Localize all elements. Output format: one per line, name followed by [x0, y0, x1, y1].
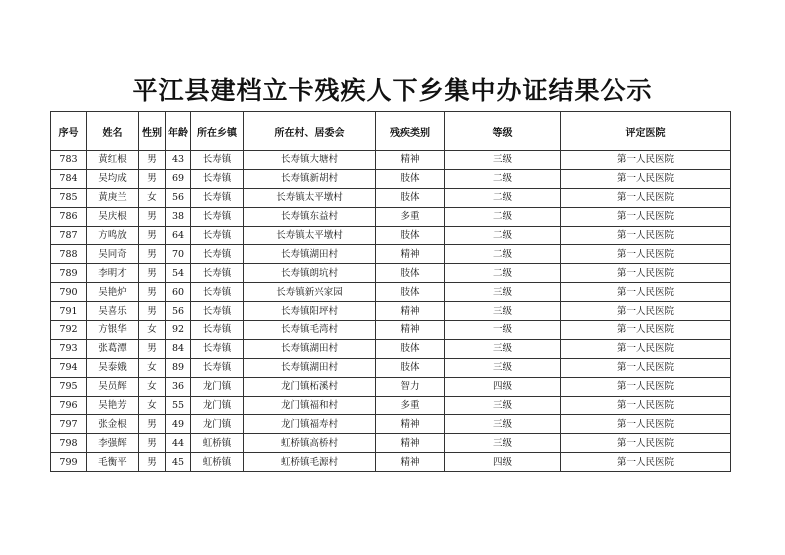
- index-cell: 791: [51, 302, 87, 321]
- name-cell: 张葛潭: [87, 339, 139, 358]
- index-cell: 789: [51, 264, 87, 283]
- disability-type-cell: 精神: [376, 415, 445, 434]
- gender-cell: 男: [139, 415, 166, 434]
- hospital-cell: 第一人民医院: [561, 226, 731, 245]
- village-cell: 长寿镇新胡村: [244, 169, 376, 188]
- gender-cell: 男: [139, 226, 166, 245]
- gender-cell: 女: [139, 188, 166, 207]
- name-cell: 黄红根: [87, 151, 139, 170]
- grade-cell: 三级: [445, 434, 561, 453]
- grade-cell: 四级: [445, 377, 561, 396]
- name-cell: 吴均成: [87, 169, 139, 188]
- hospital-cell: 第一人民医院: [561, 453, 731, 472]
- disability-type-cell: 精神: [376, 302, 445, 321]
- table-row: [51, 283, 731, 302]
- grade-cell: 三级: [445, 396, 561, 415]
- township-cell: 长寿镇: [191, 358, 244, 377]
- age-cell: 84: [166, 339, 191, 358]
- disability-type-cell: 精神: [376, 151, 445, 170]
- grade-cell: 二级: [445, 226, 561, 245]
- village-cell: 长寿镇湖田村: [244, 358, 376, 377]
- name-cell: 方银华: [87, 321, 139, 340]
- index-cell: 786: [51, 207, 87, 226]
- name-cell: 黄庚兰: [87, 188, 139, 207]
- table-row: [51, 321, 731, 340]
- table-row: [51, 245, 731, 264]
- header-cell-village: 所在村、居委会: [244, 112, 376, 151]
- hospital-cell: 第一人民医院: [561, 188, 731, 207]
- table-row: [51, 453, 731, 472]
- grade-cell: 四级: [445, 453, 561, 472]
- age-cell: 69: [166, 169, 191, 188]
- header-cell-name: 姓名: [87, 112, 139, 151]
- name-cell: 吴同奇: [87, 245, 139, 264]
- name-cell: 毛衡平: [87, 453, 139, 472]
- index-cell: 797: [51, 415, 87, 434]
- gender-cell: 男: [139, 283, 166, 302]
- gender-cell: 女: [139, 321, 166, 340]
- grade-cell: 三级: [445, 415, 561, 434]
- gender-cell: 男: [139, 302, 166, 321]
- header-cell-age: 年龄: [166, 112, 191, 151]
- table-row: [51, 169, 731, 188]
- gender-cell: 女: [139, 377, 166, 396]
- village-cell: 长寿镇东益村: [244, 207, 376, 226]
- age-cell: 56: [166, 188, 191, 207]
- index-cell: 795: [51, 377, 87, 396]
- gender-cell: 男: [139, 151, 166, 170]
- header-row: [51, 112, 731, 151]
- age-cell: 92: [166, 321, 191, 340]
- page-title: 平江县建档立卡残疾人下乡集中办证结果公示: [132, 76, 653, 105]
- table-row: [51, 188, 731, 207]
- village-cell: 长寿镇朗坑村: [244, 264, 376, 283]
- grade-cell: 三级: [445, 151, 561, 170]
- table-row: [51, 396, 731, 415]
- name-cell: 吴艳炉: [87, 283, 139, 302]
- name-cell: 李明才: [87, 264, 139, 283]
- village-cell: 龙门镇柘溪村: [244, 377, 376, 396]
- gender-cell: 男: [139, 264, 166, 283]
- township-cell: 长寿镇: [191, 264, 244, 283]
- hospital-cell: 第一人民医院: [561, 283, 731, 302]
- age-cell: 70: [166, 245, 191, 264]
- village-cell: 虹桥镇高桥村: [244, 434, 376, 453]
- header-cell-gender: 性别: [139, 112, 166, 151]
- age-cell: 49: [166, 415, 191, 434]
- grade-cell: 三级: [445, 302, 561, 321]
- table-row: [51, 207, 731, 226]
- township-cell: 长寿镇: [191, 245, 244, 264]
- index-cell: 798: [51, 434, 87, 453]
- index-cell: 790: [51, 283, 87, 302]
- disability-type-cell: 肢体: [376, 169, 445, 188]
- name-cell: 李强辉: [87, 434, 139, 453]
- header-cell-index: 序号: [51, 112, 87, 151]
- gender-cell: 女: [139, 396, 166, 415]
- hospital-cell: 第一人民医院: [561, 396, 731, 415]
- hospital-cell: 第一人民医院: [561, 434, 731, 453]
- hospital-cell: 第一人民医院: [561, 415, 731, 434]
- grade-cell: 三级: [445, 339, 561, 358]
- grade-cell: 二级: [445, 169, 561, 188]
- table-row: [51, 377, 731, 396]
- disability-type-cell: 精神: [376, 434, 445, 453]
- township-cell: 龙门镇: [191, 377, 244, 396]
- township-cell: 长寿镇: [191, 151, 244, 170]
- hospital-cell: 第一人民医院: [561, 245, 731, 264]
- index-cell: 787: [51, 226, 87, 245]
- gender-cell: 男: [139, 169, 166, 188]
- hospital-cell: 第一人民医院: [561, 169, 731, 188]
- header-cell-hospital: 评定医院: [561, 112, 731, 151]
- township-cell: 长寿镇: [191, 188, 244, 207]
- grade-cell: 二级: [445, 264, 561, 283]
- grade-cell: 二级: [445, 188, 561, 207]
- table-row: [51, 302, 731, 321]
- hospital-cell: 第一人民医院: [561, 339, 731, 358]
- gender-cell: 男: [139, 434, 166, 453]
- table-row: [51, 151, 731, 170]
- table-row: [51, 264, 731, 283]
- gender-cell: 男: [139, 207, 166, 226]
- hospital-cell: 第一人民医院: [561, 207, 731, 226]
- age-cell: 55: [166, 396, 191, 415]
- results-table: [50, 111, 731, 472]
- gender-cell: 男: [139, 453, 166, 472]
- index-cell: 799: [51, 453, 87, 472]
- township-cell: 虹桥镇: [191, 453, 244, 472]
- table-row: [51, 434, 731, 453]
- table-row: [51, 339, 731, 358]
- township-cell: 虹桥镇: [191, 434, 244, 453]
- township-cell: 长寿镇: [191, 226, 244, 245]
- hospital-cell: 第一人民医院: [561, 321, 731, 340]
- hospital-cell: 第一人民医院: [561, 377, 731, 396]
- grade-cell: 二级: [445, 207, 561, 226]
- gender-cell: 男: [139, 339, 166, 358]
- name-cell: 吴喜乐: [87, 302, 139, 321]
- index-cell: 784: [51, 169, 87, 188]
- village-cell: 龙门镇福寿村: [244, 415, 376, 434]
- name-cell: 吴艳芳: [87, 396, 139, 415]
- index-cell: 785: [51, 188, 87, 207]
- table-row: [51, 226, 731, 245]
- township-cell: 长寿镇: [191, 207, 244, 226]
- header-cell-grade: 等级: [445, 112, 561, 151]
- hospital-cell: 第一人民医院: [561, 302, 731, 321]
- index-cell: 793: [51, 339, 87, 358]
- township-cell: 龙门镇: [191, 415, 244, 434]
- gender-cell: 男: [139, 245, 166, 264]
- village-cell: 龙门镇福和村: [244, 396, 376, 415]
- name-cell: 吴庆根: [87, 207, 139, 226]
- village-cell: 长寿镇阳坪村: [244, 302, 376, 321]
- age-cell: 64: [166, 226, 191, 245]
- age-cell: 38: [166, 207, 191, 226]
- hospital-cell: 第一人民医院: [561, 264, 731, 283]
- village-cell: 虹桥镇毛源村: [244, 453, 376, 472]
- disability-type-cell: 肢体: [376, 264, 445, 283]
- age-cell: 36: [166, 377, 191, 396]
- village-cell: 长寿镇湖田村: [244, 245, 376, 264]
- header-cell-township: 所在乡镇: [191, 112, 244, 151]
- township-cell: 长寿镇: [191, 321, 244, 340]
- disability-type-cell: 精神: [376, 453, 445, 472]
- township-cell: 长寿镇: [191, 169, 244, 188]
- age-cell: 45: [166, 453, 191, 472]
- disability-type-cell: 智力: [376, 377, 445, 396]
- disability-type-cell: 肢体: [376, 358, 445, 377]
- disability-type-cell: 多重: [376, 207, 445, 226]
- disability-type-cell: 精神: [376, 321, 445, 340]
- grade-cell: 一级: [445, 321, 561, 340]
- township-cell: 龙门镇: [191, 396, 244, 415]
- disability-type-cell: 肢体: [376, 339, 445, 358]
- name-cell: 张金根: [87, 415, 139, 434]
- table-row: [51, 358, 731, 377]
- age-cell: 43: [166, 151, 191, 170]
- disability-type-cell: 多重: [376, 396, 445, 415]
- age-cell: 54: [166, 264, 191, 283]
- village-cell: 长寿镇大塘村: [244, 151, 376, 170]
- name-cell: 吴员辉: [87, 377, 139, 396]
- township-cell: 长寿镇: [191, 339, 244, 358]
- index-cell: 796: [51, 396, 87, 415]
- age-cell: 60: [166, 283, 191, 302]
- name-cell: 方鸣放: [87, 226, 139, 245]
- village-cell: 长寿镇太平墩村: [244, 226, 376, 245]
- index-cell: 783: [51, 151, 87, 170]
- name-cell: 吴泰娥: [87, 358, 139, 377]
- village-cell: 长寿镇湖田村: [244, 339, 376, 358]
- village-cell: 长寿镇毛湾村: [244, 321, 376, 340]
- hospital-cell: 第一人民医院: [561, 151, 731, 170]
- township-cell: 长寿镇: [191, 302, 244, 321]
- disability-type-cell: 肢体: [376, 226, 445, 245]
- township-cell: 长寿镇: [191, 283, 244, 302]
- header-cell-disability-type: 残疾类别: [376, 112, 445, 151]
- disability-type-cell: 肢体: [376, 283, 445, 302]
- table-row: [51, 415, 731, 434]
- grade-cell: 三级: [445, 358, 561, 377]
- grade-cell: 二级: [445, 245, 561, 264]
- index-cell: 792: [51, 321, 87, 340]
- disability-type-cell: 精神: [376, 245, 445, 264]
- village-cell: 长寿镇太平墩村: [244, 188, 376, 207]
- age-cell: 89: [166, 358, 191, 377]
- gender-cell: 女: [139, 358, 166, 377]
- age-cell: 56: [166, 302, 191, 321]
- index-cell: 794: [51, 358, 87, 377]
- table-body: [51, 151, 731, 472]
- age-cell: 44: [166, 434, 191, 453]
- disability-type-cell: 肢体: [376, 188, 445, 207]
- index-cell: 788: [51, 245, 87, 264]
- village-cell: 长寿镇新兴家园: [244, 283, 376, 302]
- grade-cell: 三级: [445, 283, 561, 302]
- hospital-cell: 第一人民医院: [561, 358, 731, 377]
